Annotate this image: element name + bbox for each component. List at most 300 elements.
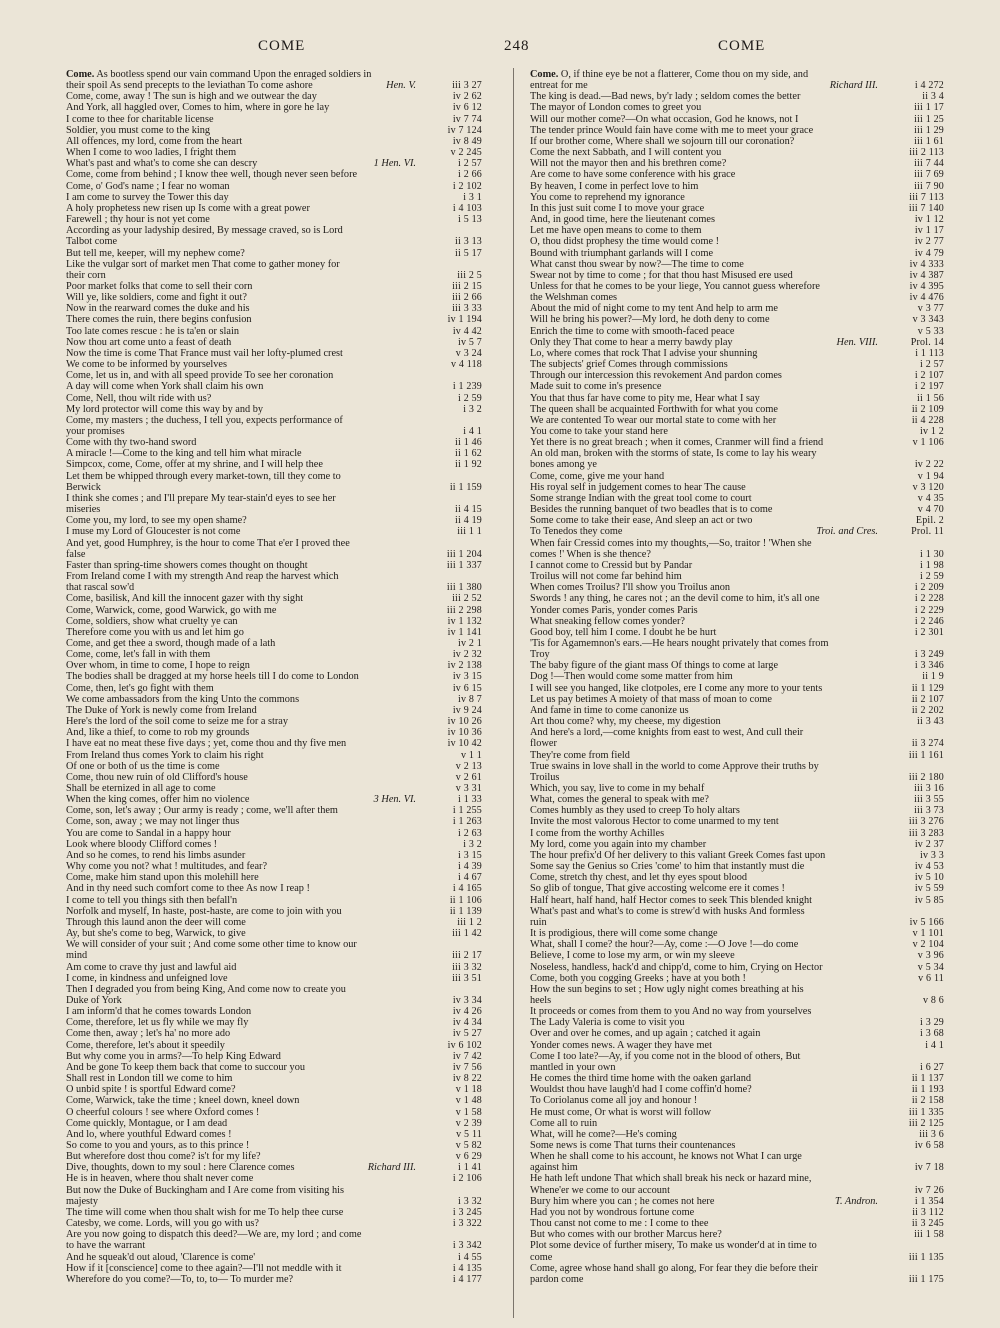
entry-line xyxy=(530,169,944,180)
entry-text: heels xyxy=(530,994,552,1006)
act-scene-line-ref: i 4 39 xyxy=(458,861,482,873)
act-scene-line-ref: v 8 6 xyxy=(923,994,944,1006)
act-scene-line-ref: v 5 82 xyxy=(455,1140,482,1151)
act-scene-line-ref: i 2 57 xyxy=(458,158,482,170)
entry-line xyxy=(66,415,482,426)
entry-text: Come, come, let's fall in with them xyxy=(66,649,211,661)
act-scene-line-ref: ii 1 9 xyxy=(922,671,944,683)
entry-line xyxy=(66,605,482,616)
act-scene-line-ref: ii 1 129 xyxy=(911,682,944,694)
entry-text: Will he bring his power?—My lord, he doth deny to come xyxy=(530,314,770,326)
entry-line xyxy=(530,1062,944,1073)
act-scene-line-ref: ii 3 245 xyxy=(911,1218,944,1230)
entry-text: Come, therefore, let's about it speedily xyxy=(66,1039,225,1051)
entry-line xyxy=(530,805,944,816)
entry-line xyxy=(66,192,482,203)
act-scene-line-ref: iii 1 337 xyxy=(446,559,482,571)
entry-text: Troilus will not come far behind him xyxy=(530,571,682,583)
act-scene-line-ref: v 3 31 xyxy=(455,783,482,794)
entry-line xyxy=(530,1185,944,1196)
act-scene-line-ref: Epil. 2 xyxy=(915,515,944,527)
act-scene-line-ref: v 4 35 xyxy=(917,492,944,504)
entry-line xyxy=(530,828,944,839)
entry-line xyxy=(530,1140,944,1151)
entry-text: We will consider of your suit ; And come some other time to know our xyxy=(66,939,357,951)
entry-text: My lord protector will come this way by and by xyxy=(66,403,264,415)
entry-text: Bound with triumphant garlands will I come xyxy=(530,247,714,259)
act-scene-line-ref: iv 4 26 xyxy=(452,1006,482,1018)
entry-text: miseries xyxy=(66,504,101,516)
act-scene-line-ref: i 2 228 xyxy=(914,593,944,605)
entry-line xyxy=(66,114,482,125)
entry-line xyxy=(66,1073,482,1084)
entry-text: The hour prefix'd Of her delivery to this valiant Greek Comes fast upon xyxy=(530,849,826,861)
entry-line xyxy=(66,448,482,459)
act-scene-line-ref: i 2 59 xyxy=(920,571,944,583)
entry-line xyxy=(66,203,482,214)
entry-text: Thou canst not come to me : I come to thee xyxy=(530,1218,709,1230)
page-number: 248 xyxy=(504,38,530,54)
act-scene-line-ref: iv 1 132 xyxy=(447,615,482,627)
entry-line xyxy=(66,694,482,705)
entry-line xyxy=(530,1162,944,1173)
entry-line xyxy=(530,538,944,549)
entry-text: Comes humbly as they used to creep To holy altars xyxy=(530,805,740,817)
entry-line xyxy=(530,69,944,80)
entry-line xyxy=(66,136,482,147)
entry-line xyxy=(66,393,482,404)
play-title: Troi. and Cres. xyxy=(813,526,878,537)
entry-line xyxy=(530,571,944,582)
act-scene-line-ref: iii 2 180 xyxy=(908,771,944,783)
entry-line xyxy=(530,1218,944,1229)
entry-text: Unless for that he comes to be your liege, You cannot guess wherefore xyxy=(530,280,820,292)
entry-line xyxy=(530,816,944,827)
entry-line xyxy=(66,471,482,482)
act-scene-line-ref: iii 1 380 xyxy=(446,582,482,594)
act-scene-line-ref: iii 1 61 xyxy=(914,135,944,147)
act-scene-line-ref: i 2 197 xyxy=(914,381,944,393)
entry-line xyxy=(66,616,482,627)
entry-text: Yonder comes news. A wager they have met xyxy=(530,1039,712,1051)
act-scene-line-ref: iii 2 113 xyxy=(909,147,944,159)
entry-text: Like the vulgar sort of market men That come to gather money for xyxy=(66,258,340,270)
entry-line xyxy=(66,292,482,303)
act-scene-line-ref: Prol. 14 xyxy=(910,336,944,348)
entry-text: Come I too late?—Ay, if you come not in the blood of others, But xyxy=(530,1050,801,1062)
entry-text: O cheerful colours ! see where Oxford comes ! xyxy=(66,1106,260,1118)
entry-line xyxy=(530,404,944,415)
act-scene-line-ref: i 3 29 xyxy=(920,1017,944,1029)
entry-line xyxy=(530,515,944,526)
play-title: T. Andron. xyxy=(832,1196,878,1207)
entry-text: Some say the Genius so Cries 'come' to him that instantly must die xyxy=(530,861,805,873)
entry-text: Some strange Indian with the great tool come to court xyxy=(530,492,752,504)
entry-line xyxy=(66,738,482,749)
play-title: Richard III. xyxy=(827,80,878,91)
entry-line xyxy=(66,861,482,872)
act-scene-line-ref: iv 10 42 xyxy=(447,738,482,750)
act-scene-line-ref: i 2 102 xyxy=(452,180,482,192)
entry-text: And, like a thief, to come to rob my grounds xyxy=(66,727,250,739)
entry-line xyxy=(530,794,944,805)
entry-line xyxy=(530,1017,944,1028)
entry-line xyxy=(66,1107,482,1118)
entry-text: And here's a lord,—come knights from east to west, And cull their xyxy=(530,727,804,739)
act-scene-line-ref: i 3 1 xyxy=(463,191,482,203)
act-scene-line-ref: iii 3 27 xyxy=(452,80,482,92)
entry-line xyxy=(66,928,482,939)
entry-line xyxy=(530,582,944,593)
act-scene-line-ref: iii 1 42 xyxy=(452,928,482,940)
entry-text: To Tenedos they come xyxy=(530,526,623,538)
header-right-word: COME xyxy=(718,38,766,54)
act-scene-line-ref: i 4 177 xyxy=(452,1273,482,1285)
act-scene-line-ref: i 6 27 xyxy=(920,1061,944,1073)
entry-line xyxy=(530,995,944,1006)
act-scene-line-ref: i 2 63 xyxy=(458,827,482,839)
entry-text: But now the Duke of Buckingham and I Are come from visiting his xyxy=(66,1184,344,1196)
entry-text: I cannot come to Cressid but by Pandar xyxy=(530,559,693,571)
act-scene-line-ref: iv 2 1 xyxy=(458,637,482,649)
act-scene-line-ref: iv 7 124 xyxy=(447,124,482,136)
entry-line xyxy=(530,560,944,571)
entry-line xyxy=(66,147,482,158)
entry-text: We come to be informed by yourselves xyxy=(66,359,228,371)
entry-text: Some come to take their ease, And sleep an act or two xyxy=(530,515,753,527)
entry-line xyxy=(530,984,944,995)
entry-text: Come, come, give me your hand xyxy=(530,470,665,482)
entry-text: The Duke of York is newly come from Ireland xyxy=(66,704,257,716)
entry-text: Wouldst thou have laugh'd had I come coffin'd home? xyxy=(530,1084,752,1096)
entry-line xyxy=(530,772,944,783)
entry-line xyxy=(530,883,944,894)
entry-line xyxy=(530,415,944,426)
entry-text: Come, agree whose hand shall go along, For fear they die before their xyxy=(530,1262,818,1274)
entry-text: Come, Nell, thou wilt ride with us? xyxy=(66,392,212,404)
act-scene-line-ref: iii 7 90 xyxy=(914,180,944,192)
entry-line xyxy=(66,716,482,727)
act-scene-line-ref: ii 1 62 xyxy=(455,448,482,460)
entry-line xyxy=(530,181,944,192)
entry-text: According as your ladyship desired, By message craved, so is Lord xyxy=(66,225,343,237)
act-scene-line-ref: i 4 272 xyxy=(914,80,944,92)
entry-text: Wherefore do you come?—To, to, to— To murder me? xyxy=(66,1273,294,1285)
entry-text: against him xyxy=(530,1162,578,1174)
entry-text: You come to reprehend my ignorance xyxy=(530,191,685,203)
act-scene-line-ref: iv 1 141 xyxy=(447,626,482,638)
act-scene-line-ref: iv 1 17 xyxy=(914,225,944,237)
entry-line xyxy=(66,1185,482,1196)
entry-line xyxy=(530,716,944,727)
entry-line xyxy=(66,939,482,950)
entry-text: Believe, I come to lose my arm, or win my sleeve xyxy=(530,950,735,962)
entry-text: The mayor of London comes to greet you xyxy=(530,102,702,114)
entry-line xyxy=(66,214,482,225)
entry-line xyxy=(66,91,482,102)
act-scene-line-ref: i 4 55 xyxy=(458,1251,482,1263)
entry-line xyxy=(530,203,944,214)
entry-line xyxy=(66,1274,482,1285)
entry-line xyxy=(66,437,482,448)
act-scene-line-ref: iv 2 62 xyxy=(452,91,482,103)
act-scene-line-ref: iii 1 335 xyxy=(908,1106,944,1118)
act-scene-line-ref: iii 2 15 xyxy=(452,280,482,292)
entry-line xyxy=(66,225,482,236)
act-scene-line-ref: iv 4 79 xyxy=(914,247,944,259)
entry-text: comes !' When is she thence? xyxy=(530,548,651,560)
entry-text: Let them be whipped through every market-town, till they come to xyxy=(66,470,341,482)
entry-text: A day will come when York shall claim his own xyxy=(66,381,264,393)
entry-line xyxy=(530,850,944,861)
entry-line xyxy=(66,850,482,861)
entry-line xyxy=(66,69,482,80)
entry-line xyxy=(530,426,944,437)
act-scene-line-ref: iv 4 42 xyxy=(452,325,482,337)
entry-line xyxy=(66,794,482,805)
entry-line xyxy=(530,973,944,984)
act-scene-line-ref: v 3 77 xyxy=(917,303,944,315)
entry-line xyxy=(530,1207,944,1218)
entry-text: How the sun begins to set ; How ugly night comes breathing at his xyxy=(530,983,804,995)
entry-text: Come, come from behind ; I know thee well, though never seen before xyxy=(66,169,358,181)
entry-line xyxy=(66,1006,482,1017)
column-divider xyxy=(513,68,514,1318)
entry-line xyxy=(66,560,482,571)
entry-text: your promises xyxy=(66,426,125,437)
entry-text: True swains in love shall in the world to come Approve their truths by xyxy=(530,760,819,772)
act-scene-line-ref: ii 4 19 xyxy=(455,515,482,527)
entry-text: Some news is come That turns their countenances xyxy=(530,1140,736,1151)
act-scene-line-ref: iv 9 24 xyxy=(452,704,482,716)
entry-text: But wherefore dost thou come? is't for my life? xyxy=(66,1151,261,1163)
entry-text: Over and over he comes, and up again ; catched it again xyxy=(530,1028,761,1040)
entry-line xyxy=(530,962,944,973)
entry-text: flower xyxy=(530,738,557,750)
entry-text: Poor market folks that come to sell their corn xyxy=(66,280,253,292)
entry-text: Come all to ruin xyxy=(530,1117,598,1129)
act-scene-line-ref: v 1 48 xyxy=(455,1095,482,1107)
entry-text: Catesby, we come. Lords, will you go with us? xyxy=(66,1218,259,1230)
entry-text: What sneaking fellow comes yonder? xyxy=(530,615,685,627)
entry-line xyxy=(530,1129,944,1140)
entry-line xyxy=(66,1017,482,1028)
entry-line xyxy=(66,571,482,582)
act-scene-line-ref: iv 8 49 xyxy=(452,135,482,147)
entry-text: I come to tell you things sith then befall'n xyxy=(66,894,238,906)
act-scene-line-ref: i 3 249 xyxy=(914,649,944,661)
entry-text: Come. As bootless spend our vain command Upon the enraged soldiers in xyxy=(66,69,372,80)
act-scene-line-ref: iii 3 32 xyxy=(452,961,482,973)
act-scene-line-ref: i 1 239 xyxy=(452,381,482,393)
entry-text: Duke of York xyxy=(66,994,122,1006)
entry-text: How if it [conscience] come to thee again?—I'll not meddle with it xyxy=(66,1262,342,1274)
entry-text: Therefore come you with us and let him go xyxy=(66,626,244,638)
entry-text: The subjects' grief Comes through commissions xyxy=(530,359,728,371)
entry-line xyxy=(66,158,482,169)
entry-text: The tender prince Would fain have come with me to meet your grace xyxy=(530,124,814,136)
entry-line xyxy=(530,482,944,493)
entry-text: Are you now going to dispatch this deed?—We are, my lord ; and come xyxy=(66,1229,362,1241)
entry-text: Of one or both of us the time is come xyxy=(66,760,220,772)
act-scene-line-ref: ii 3 13 xyxy=(455,236,482,248)
entry-text: And yet, good Humphrey, is the hour to come That e'er I proved thee xyxy=(66,537,350,549)
act-scene-line-ref: iii 1 161 xyxy=(908,749,944,761)
entry-text: When fair Cressid comes into my thoughts,—So, traitor ! 'When she xyxy=(530,537,812,549)
act-scene-line-ref: iii 7 44 xyxy=(914,158,944,170)
act-scene-line-ref: ii 4 15 xyxy=(455,504,482,516)
act-scene-line-ref: iii 1 204 xyxy=(446,548,482,560)
entry-line xyxy=(66,248,482,259)
act-scene-line-ref: i 3 2 xyxy=(463,838,482,850)
entry-text: All offences, my lord, come from the heart xyxy=(66,135,243,147)
entry-text: Let me have open means to come to them xyxy=(530,225,702,237)
entry-text: Come, and get thee a sword, though made of a lath xyxy=(66,637,276,649)
entry-text: When I come to woo ladies, I fright them xyxy=(66,147,237,159)
act-scene-line-ref: iii 3 55 xyxy=(914,794,944,806)
act-scene-line-ref: ii 2 107 xyxy=(911,693,944,705)
act-scene-line-ref: iii 7 140 xyxy=(908,202,944,214)
act-scene-line-ref: v 2 245 xyxy=(450,147,482,159)
entry-line xyxy=(530,348,944,359)
entry-text: About the mid of night come to my tent And help to arm me xyxy=(530,303,778,315)
act-scene-line-ref: ii 1 137 xyxy=(911,1073,944,1085)
entry-text: A holy prophetess new risen up Is come with a great power xyxy=(66,202,310,214)
entry-text: 'Tis for Agamemnon's ears.—He hears nought privately that comes from xyxy=(530,637,829,649)
entry-line xyxy=(530,616,944,627)
entry-line xyxy=(66,169,482,180)
entry-line xyxy=(66,984,482,995)
entry-line xyxy=(66,839,482,850)
entry-text: that rascal sow'd xyxy=(66,582,135,594)
entry-text: Troy xyxy=(530,649,550,661)
act-scene-line-ref: iv 3 15 xyxy=(452,671,482,683)
act-scene-line-ref: iv 5 59 xyxy=(914,883,944,895)
act-scene-line-ref: iii 1 1 xyxy=(457,526,482,538)
entry-line xyxy=(530,91,944,102)
entry-line xyxy=(530,593,944,604)
entry-text: Shall be eternized in all age to come xyxy=(66,783,216,794)
entry-text: Dog !—Then would come some matter from him xyxy=(530,671,733,683)
act-scene-line-ref: iii 7 113 xyxy=(909,191,944,203)
entry-line xyxy=(530,459,944,470)
entry-text: Now thou art come unto a feast of death xyxy=(66,336,232,348)
entry-line xyxy=(530,1006,944,1017)
entry-line xyxy=(66,538,482,549)
entry-text: They're come from field xyxy=(530,749,630,761)
act-scene-line-ref: v 6 11 xyxy=(918,972,944,984)
act-scene-line-ref: i 4 67 xyxy=(458,872,482,884)
entry-line xyxy=(530,381,944,392)
entry-line xyxy=(530,504,944,515)
entry-line xyxy=(530,694,944,705)
entry-line xyxy=(530,493,944,504)
act-scene-line-ref: iv 1 194 xyxy=(447,314,482,326)
entry-line xyxy=(66,1229,482,1240)
act-scene-line-ref: ii 4 228 xyxy=(911,414,944,426)
act-scene-line-ref: i 2 209 xyxy=(914,582,944,594)
act-scene-line-ref: iv 4 53 xyxy=(914,861,944,873)
act-scene-line-ref: v 4 70 xyxy=(917,504,944,516)
entry-text: What's past and what's to come is strew'd with husks And formless xyxy=(530,905,805,917)
entry-line xyxy=(66,404,482,415)
entry-text: From Ireland thus comes York to claim his right xyxy=(66,749,264,761)
entry-line xyxy=(530,895,944,906)
entry-line xyxy=(66,1118,482,1129)
entry-text: It proceeds or comes from them to you And no way from yourselves xyxy=(530,1006,812,1018)
entry-line xyxy=(66,337,482,348)
entry-line xyxy=(530,125,944,136)
act-scene-line-ref: v 6 29 xyxy=(455,1151,482,1163)
entry-text: And lo, where youthful Edward comes ! xyxy=(66,1128,232,1140)
entry-line xyxy=(530,270,944,281)
entry-line xyxy=(66,973,482,984)
entry-line xyxy=(530,727,944,738)
entry-line xyxy=(66,1051,482,1062)
entry-line xyxy=(530,1196,944,1207)
entry-line xyxy=(530,1252,944,1263)
running-header xyxy=(60,38,940,64)
entry-line xyxy=(530,259,944,270)
act-scene-line-ref: iv 8 7 xyxy=(458,693,482,705)
act-scene-line-ref: i 1 263 xyxy=(452,816,482,828)
entry-text: I muse my Lord of Gloucester is not come xyxy=(66,526,241,538)
entry-text: Come you, my lord, to see my open shame? xyxy=(66,515,247,527)
entry-text: O, thou didst prophesy the time would come ! xyxy=(530,236,720,248)
entry-text: Plot some device of further misery, To make us wonder'd at in time to xyxy=(530,1240,817,1252)
entry-text: the Welshman comes xyxy=(530,292,618,304)
act-scene-line-ref: iv 6 12 xyxy=(452,102,482,114)
entry-line xyxy=(530,1107,944,1118)
entry-line xyxy=(530,928,944,939)
entry-text: Troilus xyxy=(530,771,560,783)
entry-text: Simpcox, come, Come, offer at my shrine, and I will help thee xyxy=(66,459,323,471)
act-scene-line-ref: iv 3 3 xyxy=(920,849,944,861)
entry-text: entreat for me xyxy=(530,80,588,92)
entry-line xyxy=(66,381,482,392)
entry-text: And in thy need such comfort come to thee As now I reap ! xyxy=(66,883,310,895)
entry-text: Art thou come? why, my cheese, my digestion xyxy=(530,716,721,728)
act-scene-line-ref: v 3 120 xyxy=(912,481,944,493)
entry-text: Come then, away ; let's ha' no more ado xyxy=(66,1028,231,1040)
entry-text: My lord, come you again into my chamber xyxy=(530,838,707,850)
act-scene-line-ref: i 3 2 xyxy=(463,403,482,415)
entry-line xyxy=(530,248,944,259)
entry-line xyxy=(530,158,944,169)
entry-text: Only they That come to hear a merry bawdy play xyxy=(530,336,733,348)
act-scene-line-ref: v 1 106 xyxy=(912,437,944,449)
entry-text: But who comes with our brother Marcus here? xyxy=(530,1229,722,1241)
entry-line xyxy=(530,393,944,404)
entry-text: Are come to have some conference with his grace xyxy=(530,169,736,181)
entry-line xyxy=(66,549,482,560)
act-scene-line-ref: v 1 58 xyxy=(455,1106,482,1118)
entry-line xyxy=(530,471,944,482)
act-scene-line-ref: iv 5 166 xyxy=(909,916,944,928)
act-scene-line-ref: v 2 61 xyxy=(455,771,482,783)
entry-text: mind xyxy=(66,950,88,962)
act-scene-line-ref: i 1 113 xyxy=(915,347,944,359)
act-scene-line-ref: iv 4 34 xyxy=(452,1017,482,1029)
act-scene-line-ref: iii 2 52 xyxy=(452,593,482,605)
entry-line xyxy=(530,671,944,682)
act-scene-line-ref: v 2 39 xyxy=(455,1117,482,1129)
entry-text: Besides the running banquet of two beadles that is to come xyxy=(530,504,773,516)
entry-text: come xyxy=(530,1251,553,1263)
entry-line xyxy=(66,895,482,906)
entry-line xyxy=(530,526,944,537)
entry-text: I am come to survey the Tower this day xyxy=(66,191,229,203)
